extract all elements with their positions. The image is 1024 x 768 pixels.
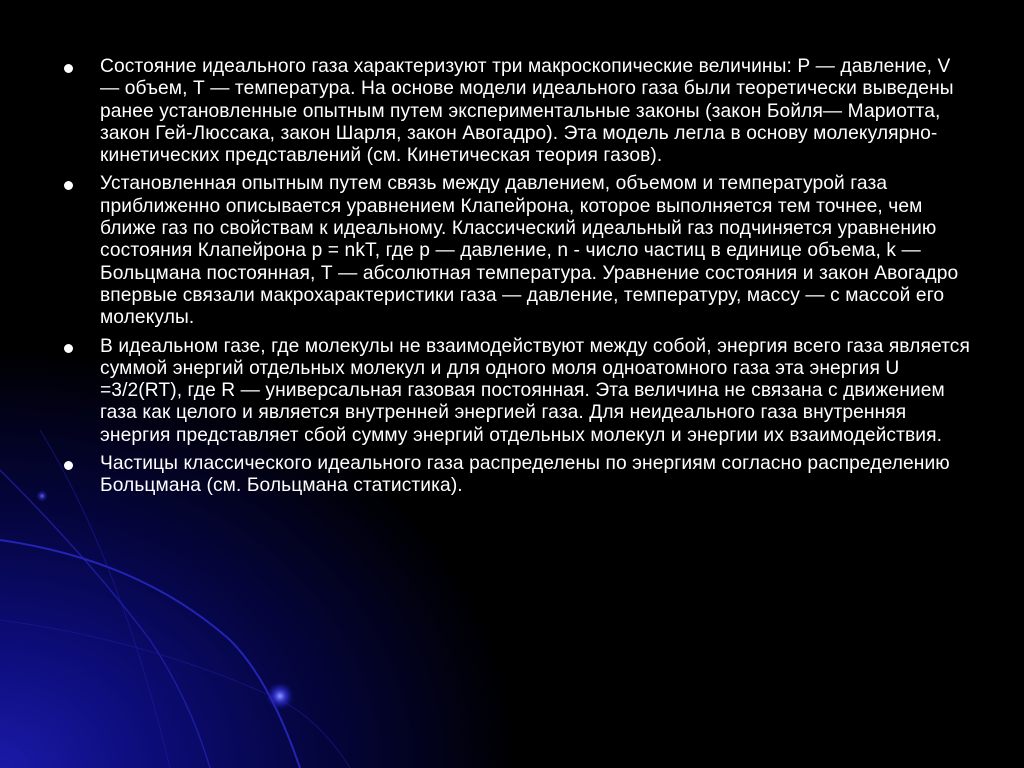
decor-glow-orb xyxy=(266,682,294,710)
bullet-text: Состояние идеального газа характеризуют три макроскопические величины: Р — давление, V — объем, Т — температура. На основе модели идеального газа были теоретически выведены ранее установленные опытным путем экспериментальные законы (закон Бойля— Мариотта, закон Гей-Люссака, закон Шарля, закон Авогадро). Эта модель легла в основу молекулярно-кинетических представлений (см. Кинетическая теория газов). xyxy=(100,56,954,167)
bullet-item xyxy=(62,173,972,329)
decor-arc-1 xyxy=(0,540,300,768)
bullet-text: Установленная опытным путем связь между давлением, объемом и температурой газа приближенно описывается уравнением Клапейрона, которое выполняется тем точнее, чем ближе газ по свойствам к идеальному. Классический идеальный газ подчиняется уравнению состояния Клапейрона p = nkT, где р — давление, n - число частиц в единице объема, k — Больцмана постоянная, Т — абсолютная температура. Уравнение состояния и закон Авогадро впервые связали макрохарактеристики газа — давление, температуру, массу — с массой его молекулы. xyxy=(100,173,959,329)
bullet-item xyxy=(62,336,972,447)
slide-body xyxy=(62,56,972,504)
decor-arc-4 xyxy=(0,620,350,768)
bullet-text: В идеальном газе, где молекулы не взаимодействуют между собой, энергия всего газа является суммой энергий отдельных молекул и для одного моля одноатомного газа эта энергия U =3/2(RT), где R — универсальная газовая постоянная. Эта величина не связана с движением газа как целого и является внутренней энергией газа. Для неидеального газа внутренняя энергия представляет сбой сумму энергий отдельных молекул и энергии их взаимодействия. xyxy=(100,335,970,446)
bullet-dot-icon xyxy=(64,181,73,190)
bullet-list xyxy=(62,56,972,498)
bullet-dot-icon xyxy=(64,64,73,73)
bullet-text: Частицы классического идеального газа распределены по энергиям согласно распределению Больцмана (см. Больцмана статистика). xyxy=(100,453,950,497)
decor-glow-orb-small xyxy=(36,490,48,502)
bullet-item xyxy=(62,453,972,498)
bullet-item xyxy=(62,56,972,167)
bullet-dot-icon xyxy=(64,461,73,470)
decor-arc-2 xyxy=(0,470,210,768)
bullet-dot-icon xyxy=(64,344,73,353)
